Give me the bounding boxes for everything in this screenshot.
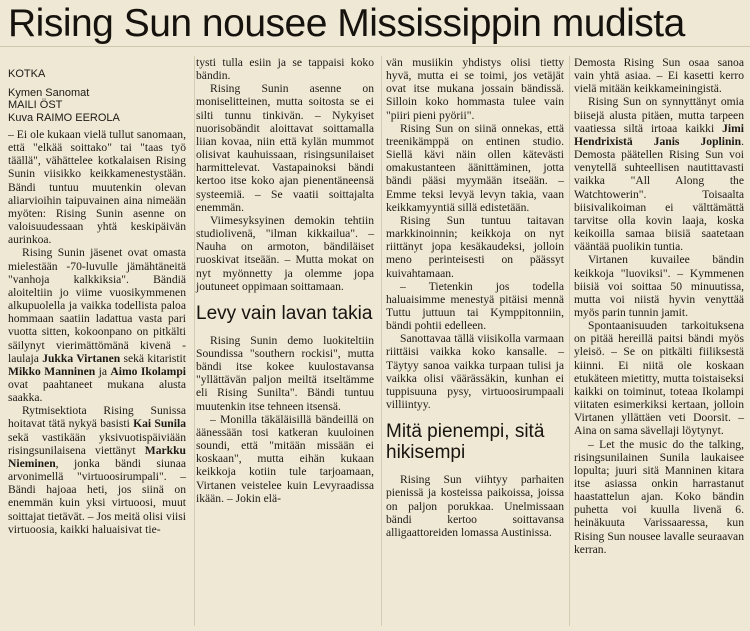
- column-body: [196, 56, 374, 505]
- paragraph-text: Spontaanisuuden tarkoituksena on pitää hereillä paitsi bändi myös yleisö. – Se on pitkälti fiiliksestä kiinni. Ei niitä ole koskaan etukäteen mietitty, mutta toistaiseksi kaikki on toiminut, toteaa Ikolampi viitaten esimerkiksi kertaan, jolloin Virtanen yllättäen veti Doorsit. – Aina on sama sävellaji löytynyt.: [574, 319, 744, 438]
- paragraph-text: sekä kitaristit: [120, 351, 187, 365]
- paragraph: [196, 334, 374, 413]
- paragraph: [196, 56, 374, 82]
- paragraph-text: Rising Sun viihtyy parhaiten pienissä ja kosteissa paikoissa, joissa on paljon porukkaa. Unelmissaan bändi kertoo soittavansa alligaattoreiden lomassa Austinissa.: [386, 473, 564, 539]
- article-column-3: [386, 56, 564, 539]
- name-emphasis: Kai Sunila: [133, 417, 186, 431]
- paragraph-text: . Demosta päätellen Rising Sun voi venytellä suhteellisen nautittavasti vaikka "All Along the Watchtowerin". Toisaalta biisivalikoiman ei välttämättä tarvitse olla kovin laaja, koska keikoilla samaa biisiä saatetaan vääntää puolikin tuntia.: [574, 134, 744, 254]
- byline-publication: Kymen Sanomat: [8, 86, 90, 99]
- name-emphasis: Mikko Manninen: [8, 364, 96, 378]
- paragraph-text: Demosta Rising Sun osaa sanoa vain yhtä asiaa. – Ei kasetti kerro vielä mitään keikkameiningistä.: [574, 56, 744, 96]
- paragraph-text: Rising Sun on siinä onnekas, että treenikämppä on entinen studio. Siellä kävi näin ollen kätevästi omakustanteen äänittäminen, jotta bändi pääsi myymään itseään. – Emme teksi levyä levyn takia, vaan keikkamyyntiä sillä edistetään.: [386, 121, 564, 214]
- name-emphasis: Jukka Virtanen: [42, 351, 121, 365]
- paragraph: [574, 438, 744, 556]
- article-column-2: [196, 56, 374, 505]
- column-body: [574, 56, 744, 556]
- headline-rule: [0, 46, 750, 47]
- paragraph: [574, 319, 744, 437]
- paragraph-text: – Tietenkin jos todella haluaisimme menestyä pitäisi mennä Tuttu juttuun tai Kymppitonniin, bändi pohtii edelleen.: [386, 279, 564, 333]
- paragraph-text: tysti tulla esiin ja se tappaisi koko bändin.: [196, 56, 374, 83]
- paragraph-text: – Let the music do the talking, risingsunilainen Sunila laukaisee lopulta; juuri sitä Manninen kitara itse asiassa onkin harrastanut haastattelun ajan. Koko bändin puhetta voi kuulla livenä 6. heinäkuuta Varissaaressa, kun Rising Sun nousee lavalle seuraavan kerran.: [574, 437, 744, 556]
- paragraph-text: Rising Sunin demo luokiteltiin Soundissa "southern rockisi", mutta bändi itse kokee kuulostavansa "yllättävän paljon meiltä itseltämme eli Rising Sunilta". Bändi tuntuu muutenkin itse tehneen itsensä.: [196, 333, 374, 413]
- paragraph: [196, 413, 374, 505]
- paragraph: [574, 253, 744, 319]
- section-label: KOTKA: [8, 68, 46, 80]
- paragraph-text: Rising Sun on synnyttänyt omia biisejä alusta pitäen, mutta tarpeen vaatiessa siltä irtoaa kaikki: [574, 95, 744, 135]
- byline-author: MAILI ÖST: [8, 99, 63, 111]
- column-divider: [194, 56, 195, 626]
- paragraph-text: Virtanen kuvailee bändin keikkoja "luoviksi". – Kymmenen biisiä voi soittaa 50 minuutissa, mutta voi niistä hyvin venyttää myös parin tunnin jamit.: [574, 253, 744, 319]
- paragraph: [386, 122, 564, 214]
- paragraph: [8, 128, 186, 246]
- paragraph: [386, 280, 564, 333]
- subheading: Levy vain lavan takia: [196, 302, 373, 324]
- name-emphasis: Aimo Ikolampi: [110, 364, 186, 378]
- paragraph-text: Rising Sunin jäsenet ovat omasta mielestään -70-luvulle jämähtäneitä "vanhoja kalkkiksia". Bändiä aloiteltiin jo viime vuosikymmenen alkupuolella ja vaikka todellista paloa hommaan saatiin ladattua vasta pari vuotta sitten, kokoonpano on pitkälti säilynyt vierimättömänä kivenä - laulaja: [8, 246, 186, 365]
- column-divider: [569, 56, 570, 626]
- byline-photo-credit: Kuva RAIMO EEROLA: [8, 111, 120, 124]
- byline: [8, 68, 186, 128]
- name-emphasis: Markku Nieminen: [8, 443, 186, 470]
- paragraph: [386, 56, 564, 122]
- column-body: [8, 128, 186, 536]
- paragraph-text: Viimesyksyinen demokin tehtiin studiolivenä, "ilman kikkailua". – Nauha on armoton, bändiläiset ruoskivat itseään. – Mutta mokat on nyt myönnetty ja olemme jopa joutuneet oppimaan soittamaan.: [196, 213, 374, 293]
- paragraph-text: – Monilla täkäläisillä bändeillä on äänessään tosi katkeran kuuloinen soundi, että "mitään missään ei koskaan", mutta eihän kukaan keikkoja kotiin tule tarjoamaan, Virtanen veistelee kuin Levyraadissa ikään. – Jokin elä-: [196, 412, 374, 505]
- paragraph: [574, 95, 744, 253]
- paragraph-text: , jonka bändi siunaa arvonimellä "virtuoosirumpali". – Bändi hajoaa heti, jos siinä on enemmän kuin yksi virtuoosi, muut soittajat tietävät. – Jos meitä olisi viisi virtuoosia, kaikki haluaisivat tie-: [8, 456, 186, 536]
- paragraph-text: Rising Sun tuntuu taitavan markkinoinnin; keikkoja on nyt riittänyt jopa kesäkaudeksi, jolloin meno perinteisesti on päässyt kuivahtamaan.: [386, 213, 564, 280]
- paragraph: [386, 332, 564, 411]
- paragraph-text: vän musiikin yhdistys olisi tietty hyvä, mutta ei se toimi, jos vetäjät ovat itse mukana jossain bändissä. Silloin koko hommasta tulee vain "piiri pieni pyörii".: [386, 56, 564, 122]
- paragraph: [386, 473, 564, 539]
- paragraph: [386, 214, 564, 280]
- paragraph: [8, 246, 186, 404]
- paragraph-text: – Ei ole kukaan vielä tullut sanomaan, että "elkää soittako" tai "taas työ täällä", vähättelee kotkalaisen Rising Sunin viisikko keikkamenestystään. Bändi tuntuu muutenkin olevan aliarvioihin taipuvainen aina nimeään myöten: Rising Sunin asenne on valoisuudessaan yhtä keskipäivän aurinkoa.: [8, 128, 186, 247]
- paragraph-text: Rytmisektiota Rising Sunissa hoitavat tätä nykyä basisti: [8, 404, 186, 431]
- paragraph: [196, 82, 374, 214]
- name-emphasis: Jimi Hendrixistä Janis Joplinin: [574, 121, 744, 148]
- paragraph: [8, 404, 186, 536]
- paragraph-text: ovat paahtaneet mukana alusta saakka.: [8, 377, 186, 405]
- article-column-1: [8, 68, 186, 536]
- paragraph: [196, 214, 374, 293]
- subheading: Mitä pienempi, sitä hikisempi: [386, 421, 545, 464]
- column-body: [386, 56, 564, 539]
- paragraph: [574, 56, 744, 95]
- paragraph-text: Sanottavaa tällä viisikolla varmaan riittäisi vaikka koko kansalle. – Täytyy sanoa vaikka turpaan tulisi ja vaikka olisi väärässäkin, kunhan ei tuppisuuna pysy, virtuoosirumpaali villiintyy.: [386, 332, 564, 412]
- article-column-4: [574, 56, 744, 556]
- column-divider: [381, 56, 382, 626]
- paragraph-text: ja: [95, 364, 111, 378]
- paragraph-text: sekä vastikään yksivuotispäiviään risingsunilaisena viettänyt: [8, 430, 186, 457]
- paragraph-text: Rising Sunin asenne on moniselitteinen, mutta soitosta se ei silti tunnu tinkivän. – Nykyiset nuorisobändit aloittavat soittamalla liian kovaa, niin että kylän mummot olisivat kauhuissaan, risingsunilaiset harmittelevat. Vastapainoksi bändi kertoo itse koko ajan pienentäneensä systeemiä. – Se vaatii soittajalta enemmän.: [196, 82, 374, 214]
- headline: Rising Sun nousee Mississippin mudista: [8, 2, 685, 45]
